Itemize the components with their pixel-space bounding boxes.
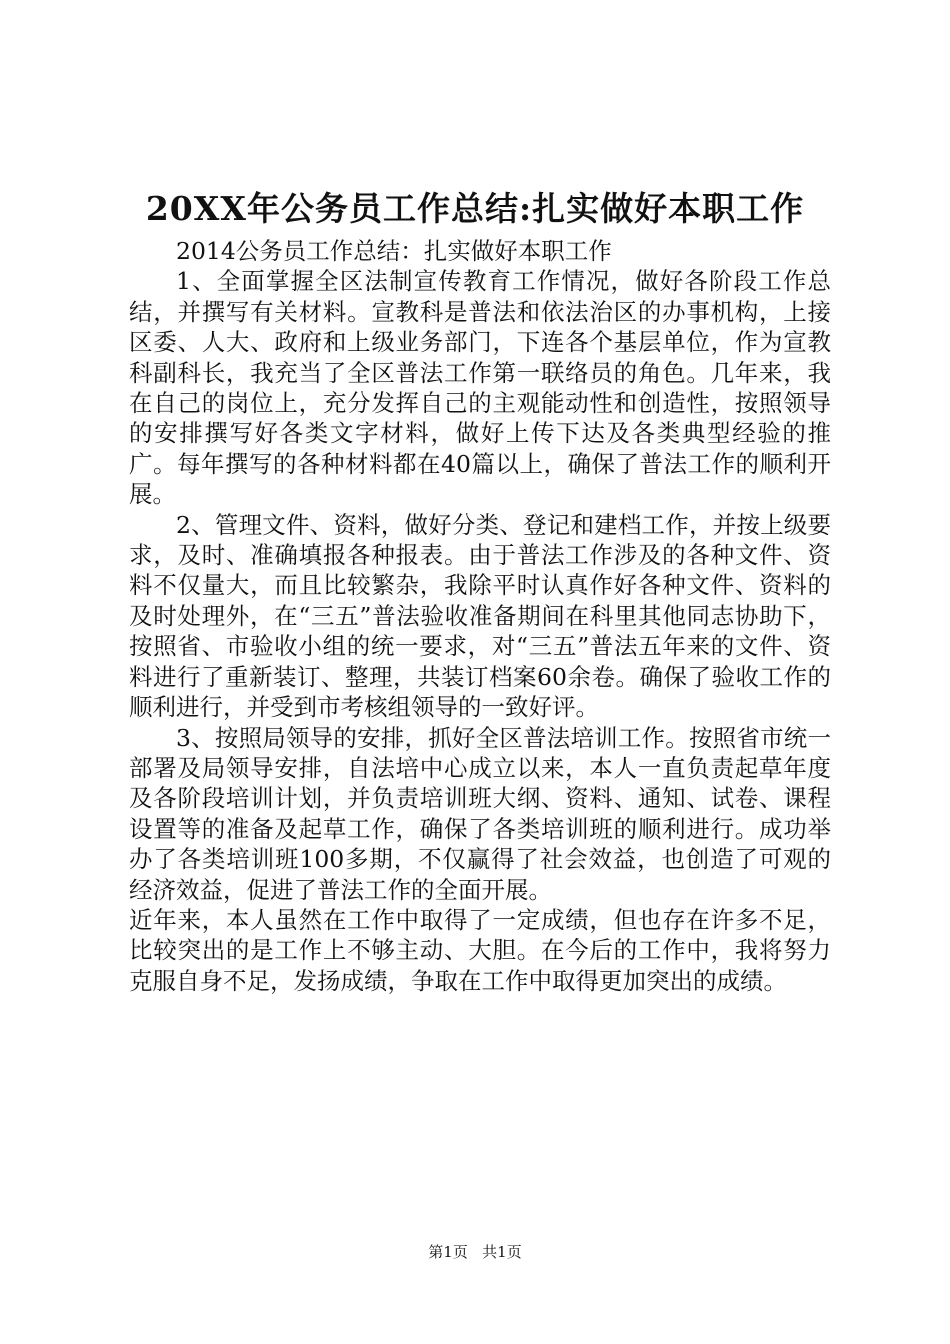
page-total: 共1页 [482, 1243, 522, 1261]
paragraph-2: 2、管理文件、资料，做好分类、登记和建档工作，并按上级要求，及时、准确填报各种报表。由于普法工作涉及的各种文件、资料不仅量大，而且比较繁杂，我除平时认真作好各种文件、资料的及时处理外，在“三五”普法验收准备期间在科里其他同志协助下，按照省、市验收小组的统一要求，对“三五”普法五年来的文件、资料进行了重新装订、整理，共装订档案60余卷。确保了验收工作的顺利进行，并受到市考核组领导的一致好评。 [129, 510, 831, 722]
paragraph-4: 近年来，本人虽然在工作中取得了一定成绩，但也存在许多不足，比较突出的是工作上不够主动、大胆。在今后的工作中，我将努力克服自身不足，发扬成绩，争取在工作中取得更加突出的成绩。 [129, 905, 831, 995]
document-body [129, 236, 831, 996]
page-number: 第1页 [428, 1243, 468, 1261]
footer-spacer [473, 1243, 478, 1261]
document-title: 20XX年公务员工作总结:扎实做好本职工作 [145, 189, 805, 228]
subtitle-paragraph: 2014公务员工作总结：扎实做好本职工作 [176, 237, 612, 265]
paragraph-1: 1、全面掌握全区法制宣传教育工作情况，做好各阶段工作总结，并撰写有关材料。宣教科是普法和依法治区的办事机构，上接区委、人大、政府和上级业务部门，下连各个基层单位，作为宣教科副科长，我充当了全区普法工作第一联络员的角色。几年来，我在自己的岗位上，充分发挥自己的主观能动性和创造性，按照领导的安排撰写好各类文字材料，做好上传下达及各类典型经验的推广。每年撰写的各种材料都在40篇以上，确保了普法工作的顺利开展。 [129, 267, 831, 509]
page-footer [0, 1241, 950, 1263]
paragraph-3: 3、按照局领导的安排，抓好全区普法培训工作。按照省市统一部署及局领导安排，自法培中心成立以来，本人一直负责起草年度及各阶段培训计划，并负责培训班大纲、资料、通知、试卷、课程设置等的准备及起草工作，确保了各类培训班的顺利进行。成功举办了各类培训班100多期，不仅赢得了社会效益，也创造了可观的经济效益，促进了普法工作的全面开展。 [129, 723, 831, 904]
